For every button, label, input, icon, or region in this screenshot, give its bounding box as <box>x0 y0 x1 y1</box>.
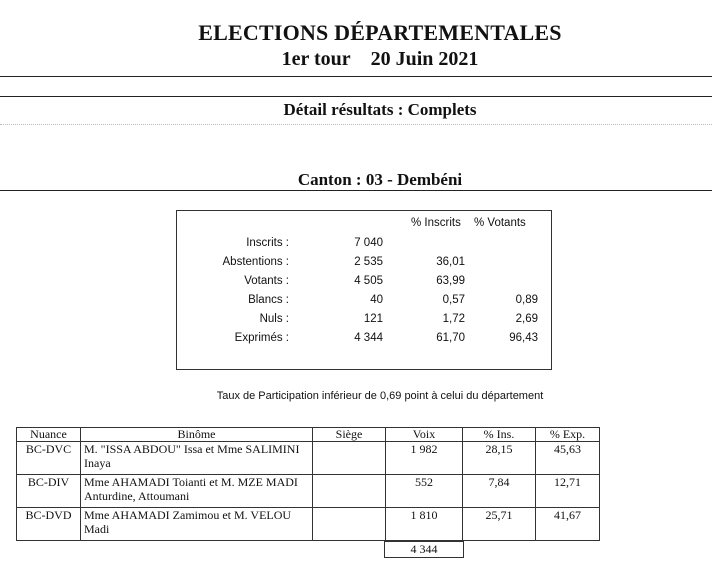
results-subtitle: Détail résultats : Complets <box>283 100 477 119</box>
cell-pct-exp: 45,63 <box>536 442 600 475</box>
cell-nuance: BC-DVD <box>17 508 81 541</box>
stat-value: 7 040 <box>354 237 383 249</box>
stat-label: Blancs : <box>248 294 289 306</box>
stats-box <box>176 210 552 370</box>
header-pct-exp: % Exp. <box>536 428 600 442</box>
cell-pct-exp: 12,71 <box>536 475 600 508</box>
table-row <box>17 508 600 541</box>
table-row <box>17 442 600 475</box>
col-pct-votants: % Votants <box>474 217 526 229</box>
header-siege: Siège <box>313 428 386 442</box>
divider <box>0 190 712 191</box>
stats-row <box>177 237 551 255</box>
election-date: 20 Juin 2021 <box>370 48 479 70</box>
dotted-divider <box>0 124 712 125</box>
cell-siege <box>313 475 386 508</box>
stat-value: 40 <box>370 294 383 306</box>
stat-pct-inscrits: 61,70 <box>436 332 465 344</box>
stat-label: Nuls : <box>259 313 289 325</box>
cell-voix: 552 <box>386 475 463 508</box>
canton-heading: Canton : 03 - Dembéni <box>297 170 463 189</box>
divider <box>0 96 712 97</box>
stat-pct-votants: 96,43 <box>509 332 538 344</box>
stat-label: Abstentions : <box>222 256 289 268</box>
document-title: ELECTIONS DÉPARTEMENTALES <box>198 20 562 45</box>
stat-value: 4 505 <box>354 275 383 287</box>
stat-label: Votants : <box>244 275 289 287</box>
stat-pct-inscrits: 1,72 <box>442 313 465 325</box>
stats-row <box>177 313 551 331</box>
results-header-row <box>17 428 600 442</box>
stat-pct-votants: 0,89 <box>515 294 538 306</box>
table-row <box>17 475 600 508</box>
stat-pct-votants: 2,69 <box>515 313 538 325</box>
stats-row <box>177 256 551 274</box>
round-label: 1er tour <box>281 48 351 70</box>
header-voix: Voix <box>386 428 463 442</box>
cell-pct-ins: 28,15 <box>463 442 536 475</box>
col-pct-inscrits: % Inscrits <box>411 217 461 229</box>
participation-note: Taux de Participation inférieur de 0,69 point à celui du département <box>216 390 544 402</box>
round-date <box>0 48 712 71</box>
cell-binome: M. "ISSA ABDOU" Issa et Mme SALIMINI Inaya <box>81 442 313 475</box>
divider <box>0 76 712 77</box>
cell-nuance: BC-DIV <box>17 475 81 508</box>
header-nuance: Nuance <box>17 428 81 442</box>
stat-label: Exprimés : <box>234 332 289 344</box>
header-pct-ins: % Ins. <box>463 428 536 442</box>
stat-value: 2 535 <box>354 256 383 268</box>
total-voix: 4 344 <box>384 541 464 558</box>
cell-siege <box>313 442 386 475</box>
stats-row <box>177 275 551 293</box>
stat-pct-inscrits: 36,01 <box>436 256 465 268</box>
header-binome: Binôme <box>81 428 313 442</box>
cell-voix: 1 982 <box>386 442 463 475</box>
cell-pct-ins: 7,84 <box>463 475 536 508</box>
stat-value: 4 344 <box>354 332 383 344</box>
cell-siege <box>313 508 386 541</box>
cell-binome: Mme AHAMADI Zamimou et M. VELOU Madi <box>81 508 313 541</box>
cell-pct-ins: 25,71 <box>463 508 536 541</box>
stats-row <box>177 332 551 350</box>
stat-pct-inscrits: 0,57 <box>442 294 465 306</box>
cell-voix: 1 810 <box>386 508 463 541</box>
results-table <box>16 427 600 541</box>
cell-nuance: BC-DVC <box>17 442 81 475</box>
stats-row <box>177 294 551 312</box>
stat-pct-inscrits: 63,99 <box>436 275 465 287</box>
cell-pct-exp: 41,67 <box>536 508 600 541</box>
cell-binome: Mme AHAMADI Toianti et M. MZE MADI Anturdine, Attoumani <box>81 475 313 508</box>
stat-label: Inscrits : <box>246 237 289 249</box>
stat-value: 121 <box>363 313 383 325</box>
